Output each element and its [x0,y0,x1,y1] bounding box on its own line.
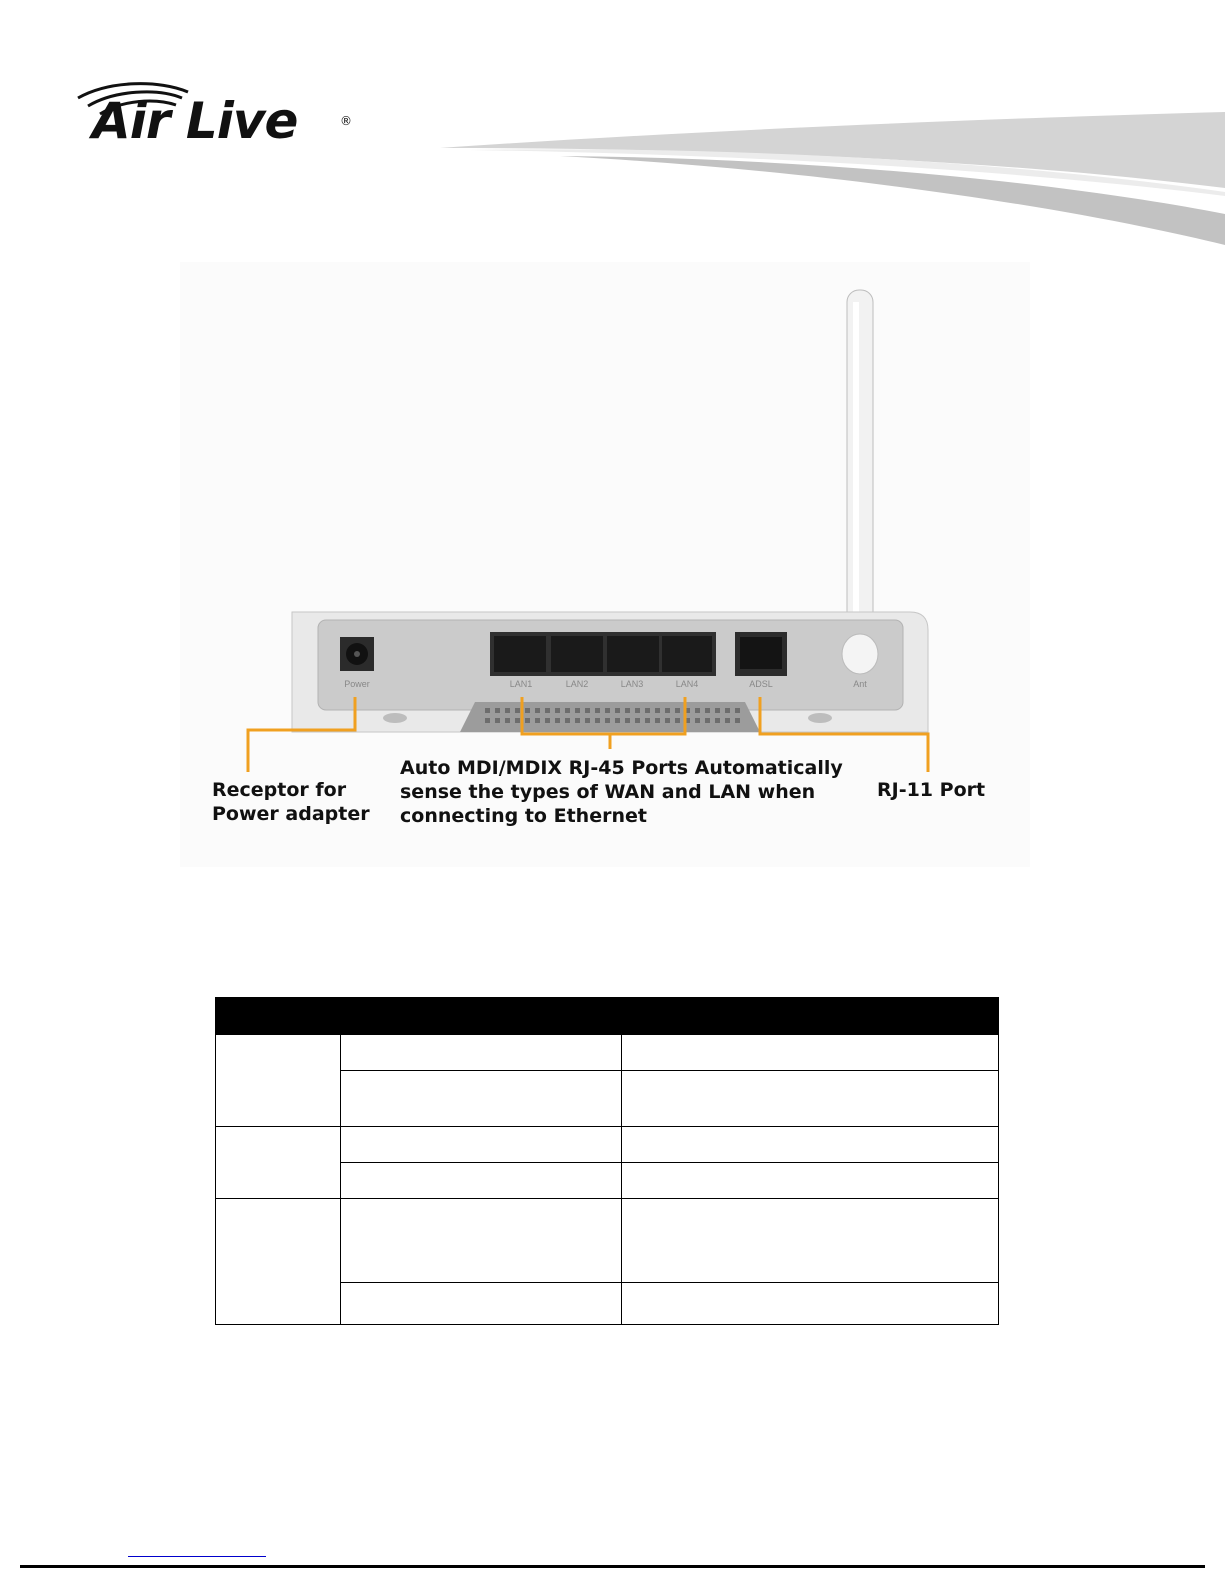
table-cell [341,1127,622,1163]
vent-slot [515,708,520,713]
vent-slot [565,708,570,713]
vent-slot [665,718,670,723]
antenna-icon [847,290,873,650]
vent-slot [655,708,660,713]
vent-slot [585,718,590,723]
table-cell [341,1283,622,1325]
vent-slot [735,708,740,713]
vent-slot [595,708,600,713]
vent-slot [655,718,660,723]
port-label-lan3: LAN3 [620,679,644,689]
vent-slot [555,718,560,723]
vent-slot [645,708,650,713]
vent-slot [575,708,580,713]
vent-slot [715,708,720,713]
vent-slot [535,718,540,723]
table-cell [216,1199,341,1325]
vent-slot [605,708,610,713]
vent-slot [505,718,510,723]
table-cell [341,1035,622,1071]
table-header-row [216,998,999,1035]
port-label-ant: Ant [853,679,867,689]
table-cell [216,1035,341,1127]
callout-power-receptor: Receptor for Power adapter [212,779,370,825]
vent-slot [495,718,500,723]
port-label-lan2: LAN2 [565,679,589,689]
callout-rj45-ports: Auto MDI/MDIX RJ-45 Ports Automatically sense the types of WAN and LAN when connecting to Ethernet [400,757,843,827]
vent-slot [485,708,490,713]
vent-slot [635,718,640,723]
vent-slot [605,718,610,723]
vent-slot [595,718,600,723]
logo-text: Air Live [92,92,298,150]
footer-link-underline[interactable] [128,1556,266,1557]
table-cell [341,1199,622,1283]
router-rear-panel-figure [180,262,1030,867]
adsl-port [735,632,787,676]
table-header-cell [341,998,622,1035]
vent-slot [615,718,620,723]
table-row [216,1199,999,1283]
vent-slot [485,718,490,723]
vent-slot [725,708,730,713]
callout-rj11-port: RJ-11 Port [877,779,986,801]
table-cell [216,1127,341,1199]
table-header-cell [622,998,999,1035]
table-row [216,1127,999,1163]
vent-slot [705,708,710,713]
vent-slot [555,708,560,713]
power-jack [340,637,374,671]
registered-mark: ® [340,114,352,128]
vent-slot [615,708,620,713]
vent-slot [585,708,590,713]
port-label-lan4: LAN4 [675,679,699,689]
vent-slot [675,708,680,713]
vent-slot [645,718,650,723]
lan-ports [494,636,712,672]
footer-rule [20,1565,1205,1568]
vent-slot [635,708,640,713]
vent-slot [695,708,700,713]
port-label-power: Power [344,679,370,689]
vent-slot [495,708,500,713]
spec-table [215,997,999,1325]
vent-slot [575,718,580,723]
vent-slot [545,708,550,713]
vent-slot [735,718,740,723]
table-cell [622,1283,999,1325]
vent-slot [505,708,510,713]
table-cell [341,1163,622,1199]
vent-slot [525,708,530,713]
vent-slot [625,708,630,713]
vent-slot [565,718,570,723]
vent-slot [515,718,520,723]
vent-slot [675,718,680,723]
vent-slot [705,718,710,723]
vent-slot [625,718,630,723]
vent-slot [695,718,700,723]
table-cell [622,1127,999,1163]
vent-slot [525,718,530,723]
vent-slot [715,718,720,723]
table-header-cell [216,998,341,1035]
table-cell [622,1199,999,1283]
table-cell [622,1035,999,1071]
vent-slot [545,718,550,723]
port-label-lan1: LAN1 [509,679,533,689]
vent-slot [665,708,670,713]
port-label-adsl: ADSL [749,679,773,689]
table-cell [622,1163,999,1199]
table-cell [622,1071,999,1127]
table-cell [341,1071,622,1127]
table-row [216,1035,999,1071]
vent-slot [725,718,730,723]
vent-slot [535,708,540,713]
